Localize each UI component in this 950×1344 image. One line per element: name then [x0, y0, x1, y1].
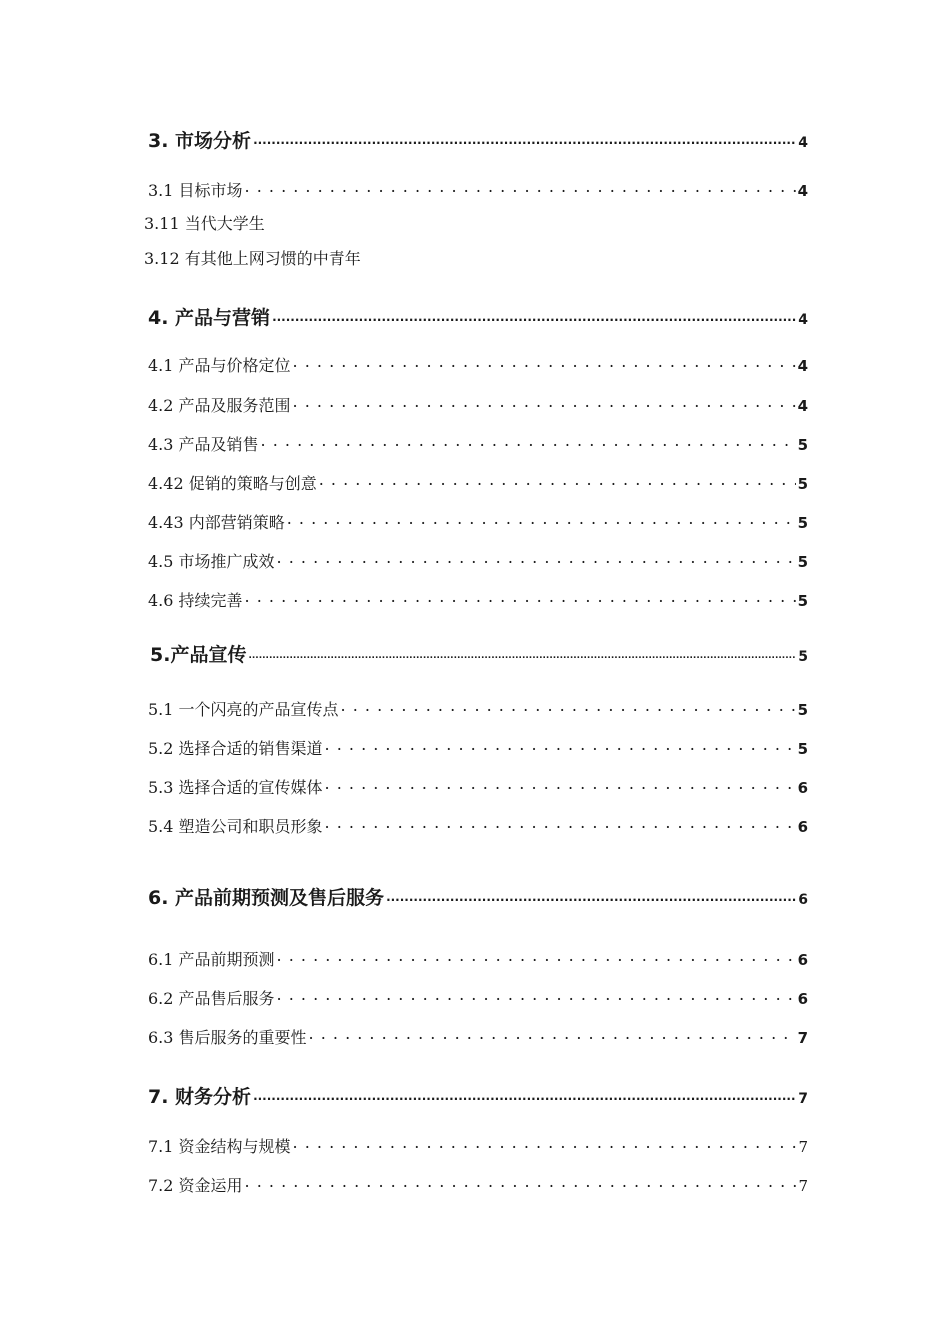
- toc-label: 7.1 资金结构与规模: [148, 1137, 291, 1157]
- dot-leader: [245, 587, 796, 606]
- dot-leader: [325, 774, 796, 793]
- toc-label: 5.3 选择合适的宣传媒体: [148, 778, 323, 798]
- dot-leader: [325, 735, 796, 754]
- toc-entry-3-12[interactable]: [144, 246, 804, 269]
- toc-entry-7-2[interactable]: [148, 1172, 808, 1196]
- toc-heading-4[interactable]: [148, 301, 808, 330]
- toc-label: 5.4 塑造公司和职员形象: [148, 817, 323, 837]
- toc-entry-6-3[interactable]: [148, 1024, 808, 1048]
- toc-label: 4.2 产品及服务范围: [148, 396, 291, 416]
- dot-leader: [277, 548, 796, 567]
- toc-entry-4-5[interactable]: [148, 548, 808, 572]
- toc-label: 4.1 产品与价格定位: [148, 356, 291, 376]
- dot-leader: [248, 638, 796, 661]
- toc-label: 3.12 有其他上网习惯的中青年: [144, 249, 361, 268]
- toc-entry-4-6[interactable]: [148, 587, 808, 611]
- toc-entry-4-2[interactable]: [148, 392, 808, 416]
- toc-label: 4.43 内部营销策略: [148, 513, 285, 533]
- dot-leader: [245, 1172, 797, 1191]
- toc-entry-3-11[interactable]: [144, 211, 804, 234]
- toc-page-number: 7: [798, 1090, 808, 1107]
- toc-label: 3. 市场分析: [148, 129, 252, 152]
- toc-heading-5[interactable]: [150, 638, 808, 667]
- toc-label: 5.产品宣传: [150, 643, 247, 666]
- toc-heading-6[interactable]: [148, 881, 808, 910]
- toc-label: 4.42 促销的策略与创意: [148, 474, 317, 494]
- dot-leader: [277, 946, 796, 965]
- toc-page-number: 5: [797, 592, 808, 611]
- toc-label: 6.1 产品前期预测: [148, 950, 275, 970]
- toc-label: 7.2 资金运用: [148, 1176, 243, 1196]
- dot-leader: [341, 696, 796, 715]
- toc-page-number: 5: [797, 514, 808, 533]
- toc-page-number: 5: [798, 648, 808, 665]
- toc-page-number: 5: [797, 740, 808, 759]
- toc-entry-5-2[interactable]: [148, 735, 808, 759]
- dot-leader: [253, 1080, 796, 1103]
- toc-page-number: 5: [797, 553, 808, 572]
- toc-entry-4-1[interactable]: [148, 352, 808, 376]
- toc-page-number: 6: [797, 779, 808, 798]
- toc-label: 4.3 产品及销售: [148, 435, 259, 455]
- toc-page-number: 5: [797, 701, 808, 720]
- toc-entry-6-2[interactable]: [148, 985, 808, 1009]
- toc-heading-7[interactable]: [148, 1080, 808, 1109]
- toc-label: 6. 产品前期预测及售后服务: [148, 886, 385, 909]
- toc-entry-3-1[interactable]: [148, 177, 808, 201]
- toc-heading-3[interactable]: [148, 124, 808, 153]
- toc-entry-5-4[interactable]: [148, 813, 808, 837]
- toc-page-number: 5: [797, 475, 808, 494]
- toc-page-number: 5: [797, 436, 808, 455]
- toc-entry-5-3[interactable]: [148, 774, 808, 798]
- toc-label: 3.1 目标市场: [148, 181, 243, 201]
- toc-entry-5-1[interactable]: [148, 696, 808, 720]
- toc-page-number: 7: [798, 1138, 808, 1157]
- dot-leader: [245, 177, 796, 196]
- toc-page-number: 4: [797, 397, 808, 416]
- dot-leader: [319, 470, 796, 489]
- toc-label: 4.6 持续完善: [148, 591, 243, 611]
- dot-leader: [253, 124, 796, 147]
- toc-page-number: 6: [798, 891, 808, 908]
- toc-label: 5.2 选择合适的销售渠道: [148, 739, 323, 759]
- dot-leader: [261, 431, 796, 450]
- toc-entry-4-42[interactable]: [148, 470, 808, 494]
- dot-leader: [309, 1024, 796, 1043]
- toc-page-number: 4: [797, 357, 808, 376]
- dot-leader: [272, 301, 796, 324]
- dot-leader: [277, 985, 796, 1004]
- toc-entry-4-3[interactable]: [148, 431, 808, 455]
- toc-page-number: 4: [798, 311, 808, 328]
- dot-leader: [386, 881, 796, 904]
- toc-entry-7-1[interactable]: [148, 1133, 808, 1157]
- dot-leader: [325, 813, 796, 832]
- dot-leader: [287, 509, 796, 528]
- toc-entry-6-1[interactable]: [148, 946, 808, 970]
- toc-page-number: 4: [798, 134, 808, 151]
- toc-label: 7. 财务分析: [148, 1085, 252, 1108]
- toc-page-number: 6: [797, 990, 808, 1009]
- toc-page-number: 4: [797, 182, 808, 201]
- toc-label: 4. 产品与营销: [148, 306, 271, 329]
- toc-page-number: 6: [797, 818, 808, 837]
- toc-page-number: 6: [797, 951, 808, 970]
- toc-label: 5.1 一个闪亮的产品宣传点: [148, 700, 339, 720]
- toc-label: 3.11 当代大学生: [144, 214, 265, 233]
- toc-label: 6.3 售后服务的重要性: [148, 1028, 307, 1048]
- toc-page-number: 7: [797, 1029, 808, 1048]
- toc-label: 4.5 市场推广成效: [148, 552, 275, 572]
- dot-leader: [293, 1133, 797, 1152]
- toc-page-number: 7: [798, 1177, 808, 1196]
- toc-label: 6.2 产品售后服务: [148, 989, 275, 1009]
- dot-leader: [293, 352, 796, 371]
- toc-entry-4-43[interactable]: [148, 509, 808, 533]
- dot-leader: [293, 392, 796, 411]
